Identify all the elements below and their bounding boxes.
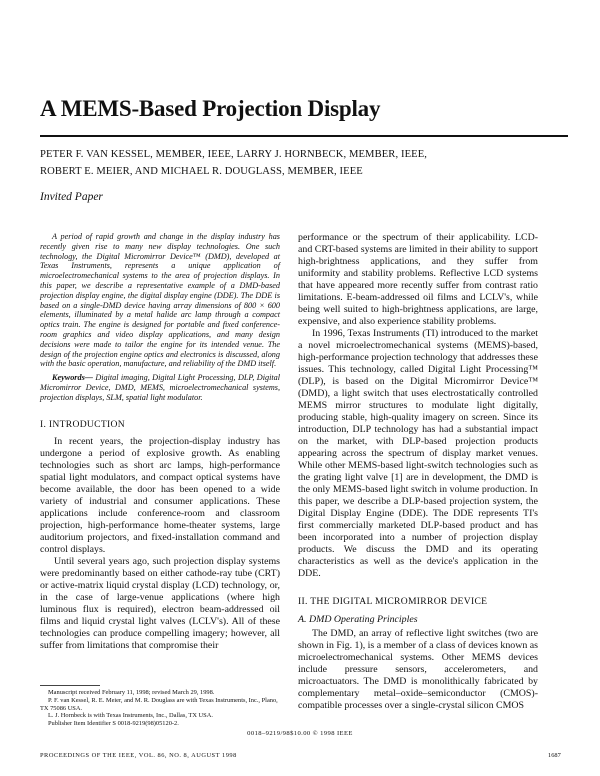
- section-heading-introduction: I. INTRODUCTION: [40, 418, 125, 430]
- footnote-rule: [40, 685, 100, 686]
- title-rule: [40, 135, 568, 137]
- footnote-received: Manuscript received February 11, 1998; revised March 29, 1998.: [48, 689, 215, 696]
- intro-paragraph-2: Until several years ago, such projection display systems were predominantly based on either cathode-ray tube (CRT) or active-matrix liquid crystal display (LCD) technology, or, in the case of large-venue applications (where high luminous flux is required), electron beam-addressed oil films and liquid crystal light valves (LCLV's). All of these technologies can produce compelling imagery; however, all suffer from limitations that compromise their: [40, 556, 280, 652]
- intro-paragraph-3: In 1996, Texas Instruments (TI) introduced to the market a novel microelectromechanical systems (MEMS)-based, high-performance projection technology that addresses these issues. This technology, called Digital Light Processing™ (DLP), is based on the Digital Micromirror Device™ (DMD), a light switch that uses electrostatically controlled MEMS mirror structures to modulate light digitally, producing stable, high-quality imagery on screen. Since its introduction, DLP technology has had a substantial impact on the market, with DLP-based projection products appearing across the spectrum of display market venues. While other MEMS-based light-switch technologies such as the grating light valve [1] are in development, the DMD is the only MEMS-based light switch in volume production. In this paper, we describe a DLP-based projection system, the Digital Display Engine (DDE). The DDE represents TI's first commercially marketed DLP-based product and has been incorporated into a number of projection display products. We discuss the DMD and its operating characteristics as well as the device's application in the DDE.: [298, 328, 538, 579]
- section-heading-dmd: II. THE DIGITAL MICROMIRROR DEVICE: [298, 596, 488, 607]
- author-line-2: ROBERT E. MEIER, AND MICHAEL R. DOUGLASS, MEMBER, IEEE: [40, 166, 363, 177]
- left-column: [40, 232, 280, 652]
- paper-title: A MEMS-Based Projection Display: [40, 96, 381, 121]
- keywords-text: Digital imaging, Digital Light Processing, DLP, Digital Micromirror Device, DMD, MEMS, microelectromechanical systems, projection displays, SLM, spatial light modulator.: [40, 373, 280, 402]
- author-list: [40, 146, 568, 180]
- intro-paragraph-continued: performance or the spectrum of their applicability. LCD- and CRT-based systems are limited in their ability to support high-brightness applications, and they suffer from uniformity and stability problems. Reflective LCD systems that have appeared more recently suffer from contrast ratio limitations. E-beam-addressed oil films and LCLV's, while being well suited to high-brightness applications, are large, expensive, and also experience stability problems.: [298, 232, 538, 327]
- footnote-affiliation-1: P. F. van Kessel, R. E. Meier, and M. R. Douglass are with Texas Instruments, Inc., Plano, TX 75086 USA.: [40, 696, 278, 712]
- intro-paragraph-1: In recent years, the projection-display industry has undergone a period of explosive growth. As enabling technologies such as short arc lamps, high-performance spatial light modulators, and compact optical systems have become available, the door has been opened to a wide variety of industrial and consumer applications. These applications include conference-room and classroom projection, high-performance home-theater systems, large auditorium projectors, and fixed-installation command and control displays.: [40, 436, 280, 556]
- footnote-publisher-id: Publisher Item Identifier S 0018-9219(98)05120-2.: [48, 720, 179, 728]
- page-number: 1687: [548, 752, 561, 759]
- journal-footer: PROCEEDINGS OF THE IEEE, VOL. 86, NO. 8, AUGUST 1998: [40, 752, 237, 759]
- footnotes: [40, 689, 280, 728]
- subsection-heading-operating-principles: A. DMD Operating Principles: [298, 614, 418, 625]
- keywords: [40, 373, 280, 402]
- issn-copyright: 0018–9219/98$10.00 © 1998 IEEE: [247, 730, 353, 737]
- invited-paper-label: Invited Paper: [40, 191, 103, 203]
- abstract: A period of rapid growth and change in the display industry has recently given rise to many new display technologies. One such technology, the Digital Micromirror Device™ (DMD), developed at Texas Instruments, represents a unique application of microelectromechanical systems to the area of projection displays. In this paper, we describe a representative example of a DMD-based projection display engine, the digital display engine (DDE). The DDE is based on a single-DMD device having array dimensions of 800 × 600 elements, illuminated by a metal halide arc lamp through a compact optics train. The engine is designed for portable and fixed conference-room graphics and video display applications, and many design decisions were made to tailor the engine for its intended venue. The design of the projection engine optics and electronics is discussed, along with the basic operation, manufacture, and reliability of the DMD itself.: [40, 232, 280, 369]
- keywords-label: Keywords—: [52, 373, 93, 383]
- footnote-affiliation-2: L. J. Hornbeck is with Texas Instruments, Inc., Dallas, TX USA.: [48, 712, 213, 720]
- author-line-1: PETER F. VAN KESSEL, MEMBER, IEEE, LARRY J. HORNBECK, MEMBER, IEEE,: [40, 149, 428, 160]
- dmd-paragraph-1: The DMD, an array of reflective light switches (two are shown in Fig. 1), is a member of a class of devices known as microelectromechanical systems. Other MEMS devices include pressure sensors, accelerometers, and microactuators. The DMD is monolithically fabricated by complementary metal–oxide–semiconductor (CMOS)-compatible processes over a single-crystal silicon CMOS: [298, 628, 538, 711]
- right-column: [298, 232, 538, 712]
